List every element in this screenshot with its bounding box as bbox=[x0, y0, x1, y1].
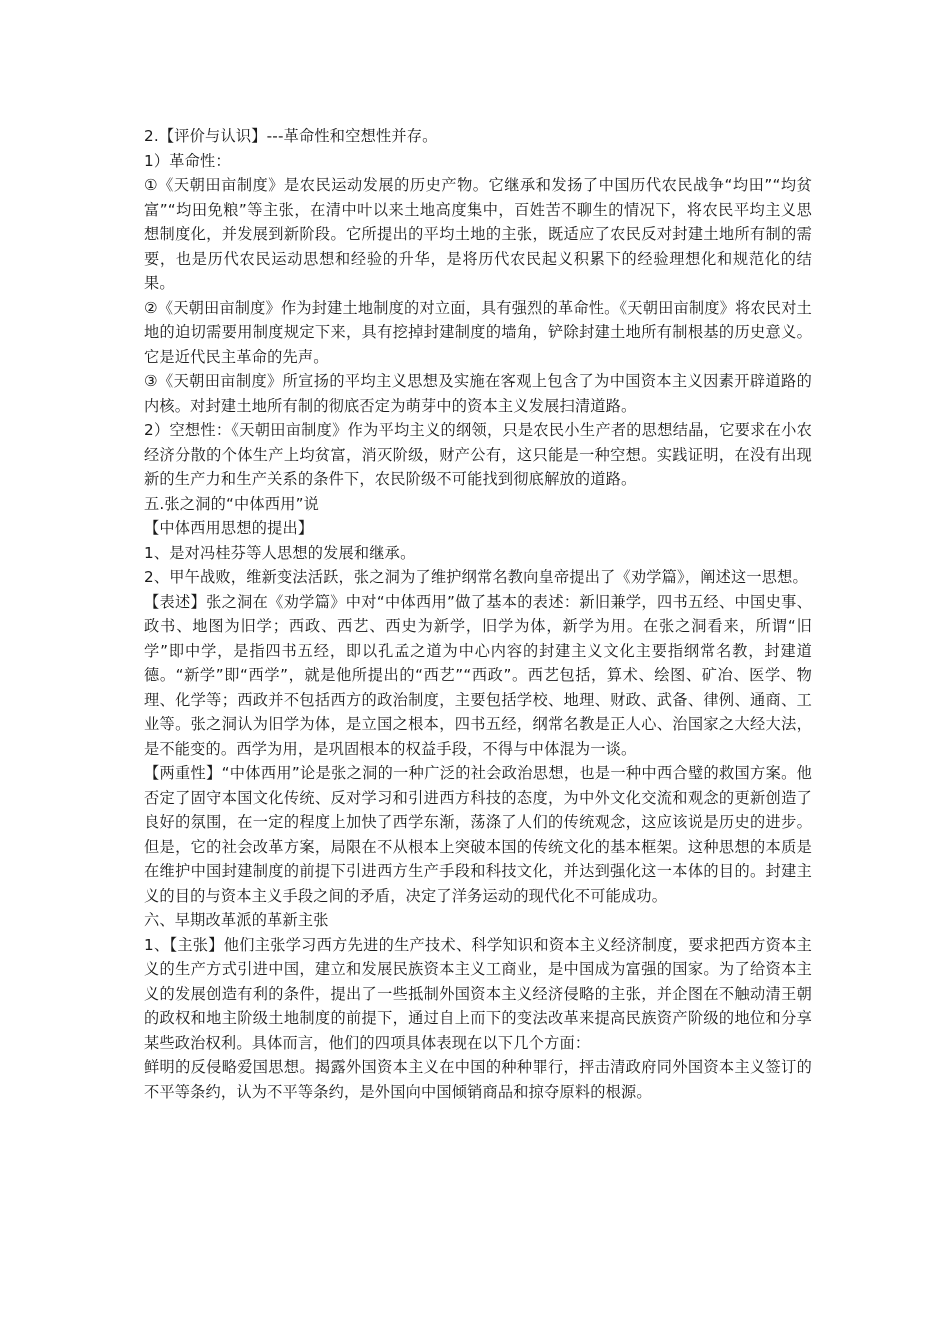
revolutionary-point-2: ②《天朝田亩制度》作为封建土地制度的对立面，具有强烈的革命性。《天朝田亩制度》将农民对土地的迫切需要用制度规定下来，具有挖掉封建制度的墙角，铲除封建土地所有制根基的历史意义。它是近代民主革命的先声。 bbox=[144, 298, 812, 366]
origin-point-2: 2、甲午战败，维新变法活跃，张之洞为了维护纲常名教向皇帝提出了《劝学篇》，阐述这一思想。 bbox=[144, 568, 808, 586]
origin-point-1: 1、是对冯桂芬等人思想的发展和继承。 bbox=[144, 543, 416, 562]
section-five-heading: 五.张之洞的“中体西用”说 bbox=[144, 494, 320, 513]
origin-subheading: 【中体西用思想的提出】 bbox=[144, 519, 314, 537]
revolutionary-point-3: ③《天朝田亩制度》所宣扬的平均主义思想及实施在客观上包含了为中国资本主义因素开辟道路的内核。对封建土地所有制的彻底否定为萌芽中的资本主义发展扫清道路。 bbox=[144, 372, 812, 415]
evaluation-heading: 2.【评价与认识】---革命性和空想性并存。 bbox=[144, 127, 438, 145]
revolutionary-subheading: 1）革命性： bbox=[144, 151, 231, 170]
duality-paragraph: 【两重性】“中体西用”论是张之洞的一种广泛的社会政治思想，也是一种中西合璧的救国方案。他否定了固守本国文化传统、反对学习和引进西方科技的态度，为中外文化交流和观念的更新创造了良好的氛围，在一定的程度上加快了西学东渐，荡涤了人们的传统观念，这应该说是历史的进步。但是，它的社会改革方案，局限在不从根本上突破本国的传统文化的基本框架。这种思想的本质是在维护中国封建制度的前提下引进西方生产手段和科技文化，并达到强化这一本体的目的。封建主义的目的与资本主义手段之间的矛盾，决定了洋务运动的现代化不可能成功。 bbox=[144, 764, 812, 905]
expression-paragraph: 【表述】张之洞在《劝学篇》中对“中体西用”做了基本的表述：新旧兼学，四书五经、中国史事、政书、地图为旧学；西政、西艺、西史为新学，旧学为体，新学为用。在张之洞看来，所谓“旧学”即中学，是指四书五经，即以孔孟之道为中心内容的封建主义文化主要指纲常名教，封建道德。“新学”即“西学”，就是他所提出的“西艺”“西政”。西艺包括，算术、绘图、矿冶、医学、物理、化学等；西政并不包括西方的政治制度，主要包括学校、地理、财政、武备、律例、通商、工业等。张之洞认为旧学为体，是立国之根本，四书五经，纲常名教是正人心、治国家之大经大法，是不能变的。西学为用，是巩固根本的权益手段，不得与中体混为一谈。 bbox=[144, 592, 812, 758]
section-six-heading: 六、早期改革派的革新主张 bbox=[144, 911, 329, 929]
proposition-paragraph: 1、【主张】他们主张学习西方先进的生产技术、科学知识和资本主义经济制度，要求把西方资本主义的生产方式引进中国，建立和发展民族资本主义工商业，是中国成为富强的国家。为了给资本主义的发展创造有利的条件，提出了一些抵制外国资本主义经济侵略的主张，并企图在不触动清王朝的政权和地主阶级土地制度的前提下，通过自上而下的变法改革来提高民族资产阶级的地位和分享某些政治权利。具体而言，他们的四项具体表现在以下几个方面： bbox=[144, 935, 812, 1052]
utopian-paragraph: 2）空想性：《天朝田亩制度》作为平均主义的纲领，只是农民小生产者的思想结晶，它要求在小农经济分散的个体生产上均贫富，消灭阶级，财产公有，这只能是一种空想。实践证明，在没有出现新的生产力和生产关系的条件下，农民阶级不可能找到彻底解放的道路。 bbox=[144, 421, 812, 488]
revolutionary-point-1: ①《天朝田亩制度》是农民运动发展的历史产物。它继承和发扬了中国历代农民战争“均田”“均贫富”“均田免粮”等主张，在清中叶以来土地高度集中，百姓苦不聊生的情况下，将农民平均主义思想制度化，并发展到新阶段。它所提出的平均土地的主张，既适应了农民反对封建土地所有制的需要，也是历代农民运动思想和经验的升华，是将历代农民起义积累下的经验理想化和规范化的结果。 bbox=[144, 176, 812, 292]
anti-aggression-paragraph: 鲜明的反侵略爱国思想。揭露外国资本主义在中国的种种罪行，抨击清政府同外国资本主义签订的不平等条约，认为不平等条约，是外国向中国倾销商品和掠夺原料的根源。 bbox=[144, 1058, 812, 1101]
document-body bbox=[144, 124, 812, 1104]
